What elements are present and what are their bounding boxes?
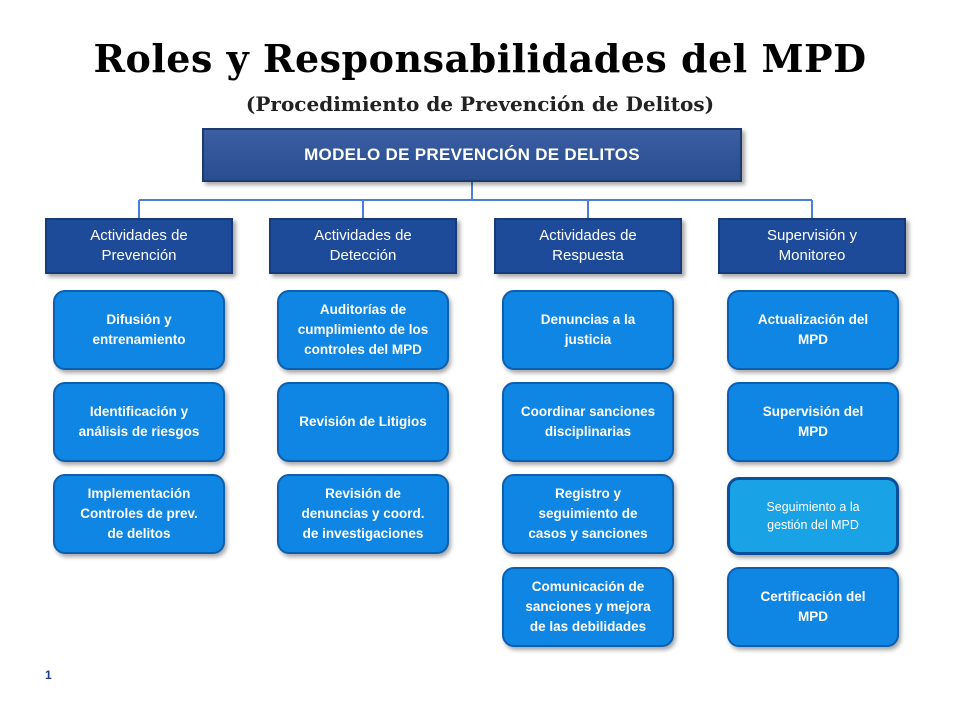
- card-seguimiento-gestion: Seguimiento a la gestión del MPD: [727, 477, 899, 555]
- card-certificacion-mpd: Certificación del MPD: [727, 567, 899, 647]
- card-revision-denuncias: Revisión de denuncias y coord. de investigaciones: [277, 474, 449, 554]
- card-identificacion-riesgos: Identificación y análisis de riesgos: [53, 382, 225, 462]
- card-coordinar-sanciones: Coordinar sanciones disciplinarias: [502, 382, 674, 462]
- card-registro-seguimiento: Registro y seguimiento de casos y sanciones: [502, 474, 674, 554]
- slide-title: Roles y Responsabilidades del MPD: [93, 36, 867, 81]
- card-comunicacion-sanciones: Comunicación de sanciones y mejora de las debilidades: [502, 567, 674, 647]
- card-supervision-mpd: Supervisión del MPD: [727, 382, 899, 462]
- root-node-modelo-prevencion: MODELO DE PREVENCIÓN DE DELITOS: [202, 128, 742, 182]
- slide-subtitle: (Procedimiento de Prevención de Delitos): [245, 92, 715, 116]
- card-denuncias-justicia: Denuncias a la justicia: [502, 290, 674, 370]
- card-implementacion-controles: Implementación Controles de prev. de delitos: [53, 474, 225, 554]
- column-heading-deteccion: Actividades de Detección: [269, 218, 457, 274]
- card-actualizacion-mpd: Actualización del MPD: [727, 290, 899, 370]
- column-heading-prevencion: Actividades de Prevención: [45, 218, 233, 274]
- column-heading-supervision: Supervisión y Monitoreo: [718, 218, 906, 274]
- page-number: 1: [45, 668, 52, 682]
- card-revision-litigios: Revisión de Litigios: [277, 382, 449, 462]
- card-difusion: Difusión y entrenamiento: [53, 290, 225, 370]
- card-auditorias: Auditorías de cumplimiento de los controles del MPD: [277, 290, 449, 370]
- column-heading-respuesta: Actividades de Respuesta: [494, 218, 682, 274]
